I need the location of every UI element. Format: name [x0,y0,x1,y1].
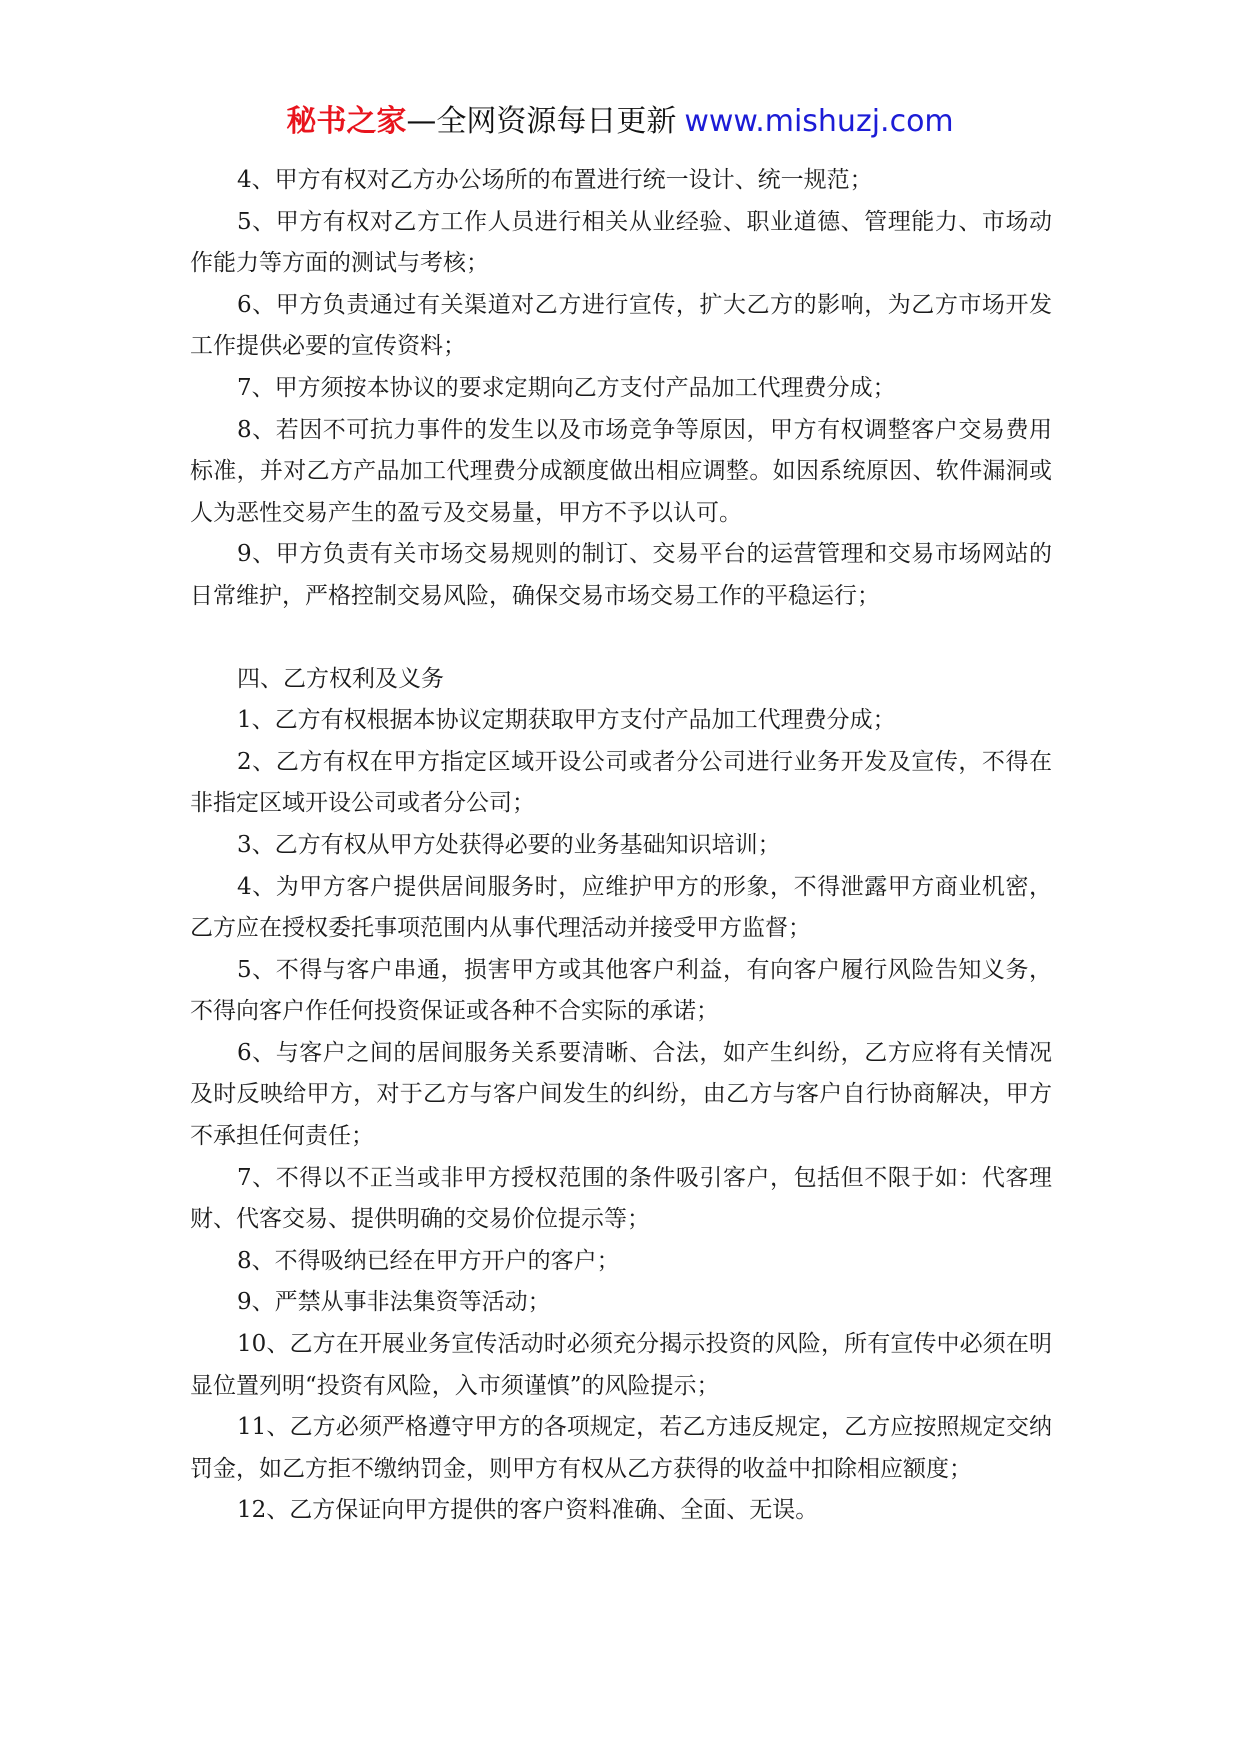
clause-4-7: 7、不得以不正当或非甲方授权范围的条件吸引客户，包括但不限于如：代客理财、代客交易、提供明确的交易价位提示等； [190,1164,1052,1233]
clause-3-6: 6、甲方负责通过有关渠道对乙方进行宣传，扩大乙方的影响，为乙方市场开发工作提供必要的宣传资料； [190,291,1052,360]
site-url-link[interactable]: www.mishuzj.com [684,104,954,139]
clause-4-11: 11、乙方必须严格遵守甲方的各项规定，若乙方违反规定，乙方应按照规定交纳罚金，如乙方拒不缴纳罚金，则甲方有权从乙方获得的收益中扣除相应额度； [190,1414,1052,1482]
clause-4-9: 9、严禁从事非法集资等活动； [237,1289,551,1316]
clause-4-6: 6、与客户之间的居间服务关系要清晰、合法，如产生纠纷，乙方应将有关情况及时反映给甲方，对于乙方与客户间发生的纠纷，由乙方与客户自行协商解决，甲方不承担任何责任； [190,1039,1052,1150]
clause-3-8: 8、若因不可抗力事件的发生以及市场竞争等原因，甲方有权调整客户交易费用标准，并对乙方产品加工代理费分成额度做出相应调整。如因系统原因、软件漏洞或人为恶性交易产生的盈亏及交易量，甲方不予以认可。 [190,416,1052,526]
clause-4-8: 8、不得吸纳已经在甲方开户的客户； [237,1247,620,1274]
clause-3-7: 7、甲方须按本协议的要求定期向乙方支付产品加工代理费分成； [237,374,896,401]
document-body [190,160,1052,1532]
clause-4-4: 4、为甲方客户提供居间服务时，应维护甲方的形象，不得泄露甲方商业机密，乙方应在授权委托事项范围内从事代理活动并接受甲方监督； [190,873,1052,942]
clause-4-1: 1、乙方有权根据本协议定期获取甲方支付产品加工代理费分成； [237,707,896,734]
clause-4-12: 12、乙方保证向甲方提供的客户资料准确、全面、无误。 [237,1497,819,1524]
clause-4-2: 2、乙方有权在甲方指定区域开设公司或者分公司进行业务开发及宣传，不得在非指定区域开设公司或者分公司； [190,748,1052,817]
site-header [0,102,1240,142]
clause-3-4: 4、甲方有权对乙方办公场所的布置进行统一设计、统一规范； [237,167,873,193]
clause-4-10: 10、乙方在开展业务宣传活动时必须充分揭示投资的风险，所有宣传中必须在明显位置列明“投资有风险，入市须谨慎”的风险提示； [190,1331,1052,1399]
clause-3-9: 9、甲方负责有关市场交易规则的制订、交易平台的运营管理和交易市场网站的日常维护，严格控制交易风险，确保交易市场交易工作的平稳运行； [190,541,1052,609]
clause-3-5: 5、甲方有权对乙方工作人员进行相关从业经验、职业道德、管理能力、市场动作能力等方面的测试与考核； [190,208,1052,277]
clause-4-3: 3、乙方有权从甲方处获得必要的业务基础知识培训； [237,831,781,858]
section-heading: 四、乙方权利及义务 [237,665,444,692]
clause-4-5: 5、不得与客户串通，损害甲方或其他客户利益，有向客户履行风险告知义务，不得向客户作任何投资保证或各种不合实际的承诺； [190,956,1052,1025]
site-brand: 秘书之家 [286,104,407,139]
site-slogan: —全网资源每日更新 [406,104,677,139]
